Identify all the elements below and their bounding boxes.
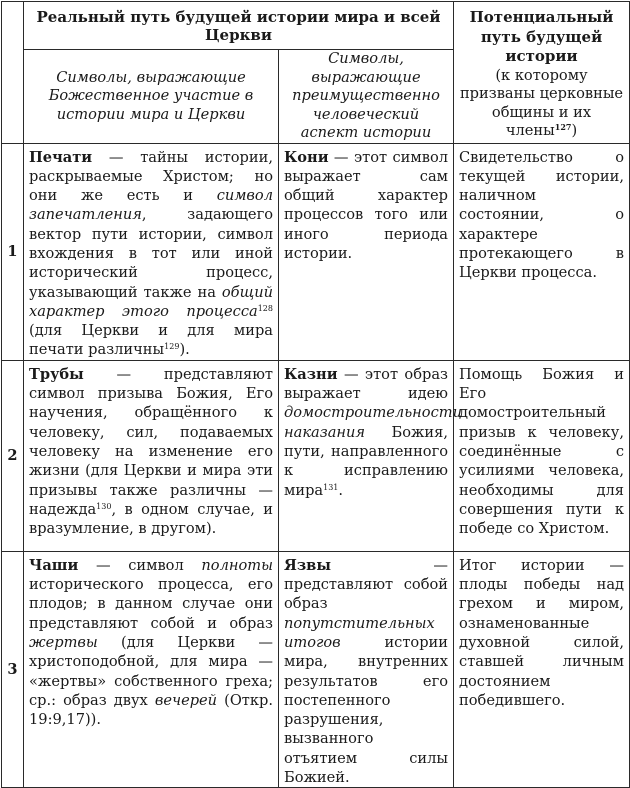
cell-emphasis: жертвы <box>29 633 98 651</box>
row-number: 3 <box>2 551 24 788</box>
cell-emphasis: вечерей <box>154 691 218 709</box>
table-row <box>2 551 630 788</box>
header-number-cell <box>2 2 24 144</box>
symbol-term: Кони <box>284 148 329 166</box>
row-number: 1 <box>2 143 24 360</box>
cell-emphasis: символ запечатления <box>29 187 273 224</box>
potential-path-cell: Итог истории — плоды победы над грехом и миром, ознаменованные духовной силой, ставшей личным достоянием победившего. <box>454 551 630 788</box>
cell-text: (для Церкви и для мира печати различны <box>29 322 273 359</box>
cell-text: Божия, пути, направленного к исправлению мира <box>284 423 449 499</box>
symbol-term: Язвы <box>284 556 331 574</box>
cell-text: — представляют символ призыва Божия, Его научения, обращённого к человеку, сил, подаваемых человеку на изменение его жизни (для Церкви и мира эти призывы также различны — надежда <box>29 365 273 518</box>
human-symbol-cell <box>279 360 462 551</box>
cell-text: — этот образ выражает идею <box>284 365 449 403</box>
divine-symbol-cell <box>24 143 279 360</box>
cell-text: — тайны истории, раскрываемые Христом; но они же есть и <box>29 148 273 205</box>
cell-text: — этот символ выражает сам общий характер процессов того или иного периода истории. <box>284 148 449 262</box>
cell-text: истории мира, внутренних результатов его постепенного разрушения, вызванного отъятием силы Божией. <box>284 633 449 787</box>
table-row <box>2 143 630 360</box>
cell-text: (для Церкви — христоподобной, для мира — «жертвы» собственного греха; ср.: образ двух <box>29 633 273 709</box>
symbol-term: Казни <box>284 365 338 383</box>
cell-text: ). <box>179 341 190 359</box>
footnote-ref: 130 <box>96 501 112 511</box>
cell-text: — символ <box>78 556 202 574</box>
potential-path-note: (к которому призваны церковные общины и их члены <box>459 66 624 139</box>
table-row <box>2 360 630 551</box>
cell-emphasis: полноты <box>201 556 273 574</box>
potential-path-cell: Свидетельство о текущей истории, наличном состоянии, о характере протекающего в Церкви процесса. <box>454 143 630 360</box>
cell-text: — представляют собой образ <box>284 556 449 613</box>
footnote-ref: 127 <box>554 122 572 132</box>
cell-emphasis: домостроительности наказания <box>284 404 462 441</box>
potential-path-cell: Помощь Божия и Его домостроительный призыв к человеку, соединённые с усилиями человека, необходимы для совершения пути к победе со Христом. <box>454 360 630 551</box>
human-symbol-cell <box>279 551 454 788</box>
cell-text: исторического процесса, его плодов; в данном случае они представляют собой и образ <box>29 576 273 632</box>
human-symbol-cell <box>279 143 454 360</box>
footnote-ref: 128 <box>257 303 273 313</box>
divine-symbols-header: Символы, выражающие Божественное участие в истории мира и Церкви <box>24 50 279 144</box>
cell-emphasis: попутстительных итогов <box>284 614 435 651</box>
footnote-ref: 131 <box>323 482 339 492</box>
footnote-ref: 129 <box>164 342 180 352</box>
symbol-term: Трубы <box>29 365 84 383</box>
divine-symbol-cell <box>24 360 279 551</box>
cell-text: (Откр. 19:9,17)). <box>29 691 273 729</box>
symbol-term: Чаши <box>29 556 79 574</box>
row-number: 2 <box>2 360 24 551</box>
cell-text: , задающего вектор пути истории, символ вхождения в тот или иной исторический процесс, указывающий также на <box>29 206 273 301</box>
symbol-term: Печати <box>29 148 93 166</box>
cell-text: , в одном случае, и вразумление, в другом). <box>29 500 273 538</box>
potential-path-title: Потенциальный путь будущей истории <box>469 8 614 65</box>
potential-path-close: ) <box>571 122 578 139</box>
divine-symbol-cell <box>24 551 279 788</box>
symbols-table <box>1 1 630 788</box>
real-path-header: Реальный путь будущей истории мира и всей Церкви <box>24 2 454 50</box>
potential-path-header <box>454 2 630 144</box>
header-row-1 <box>2 2 630 50</box>
human-symbols-header: Символы, выражающие преимущественно человеческий аспект истории <box>279 50 454 144</box>
cell-emphasis: общий характер этого процесса <box>29 283 273 320</box>
cell-text: . <box>338 481 344 499</box>
